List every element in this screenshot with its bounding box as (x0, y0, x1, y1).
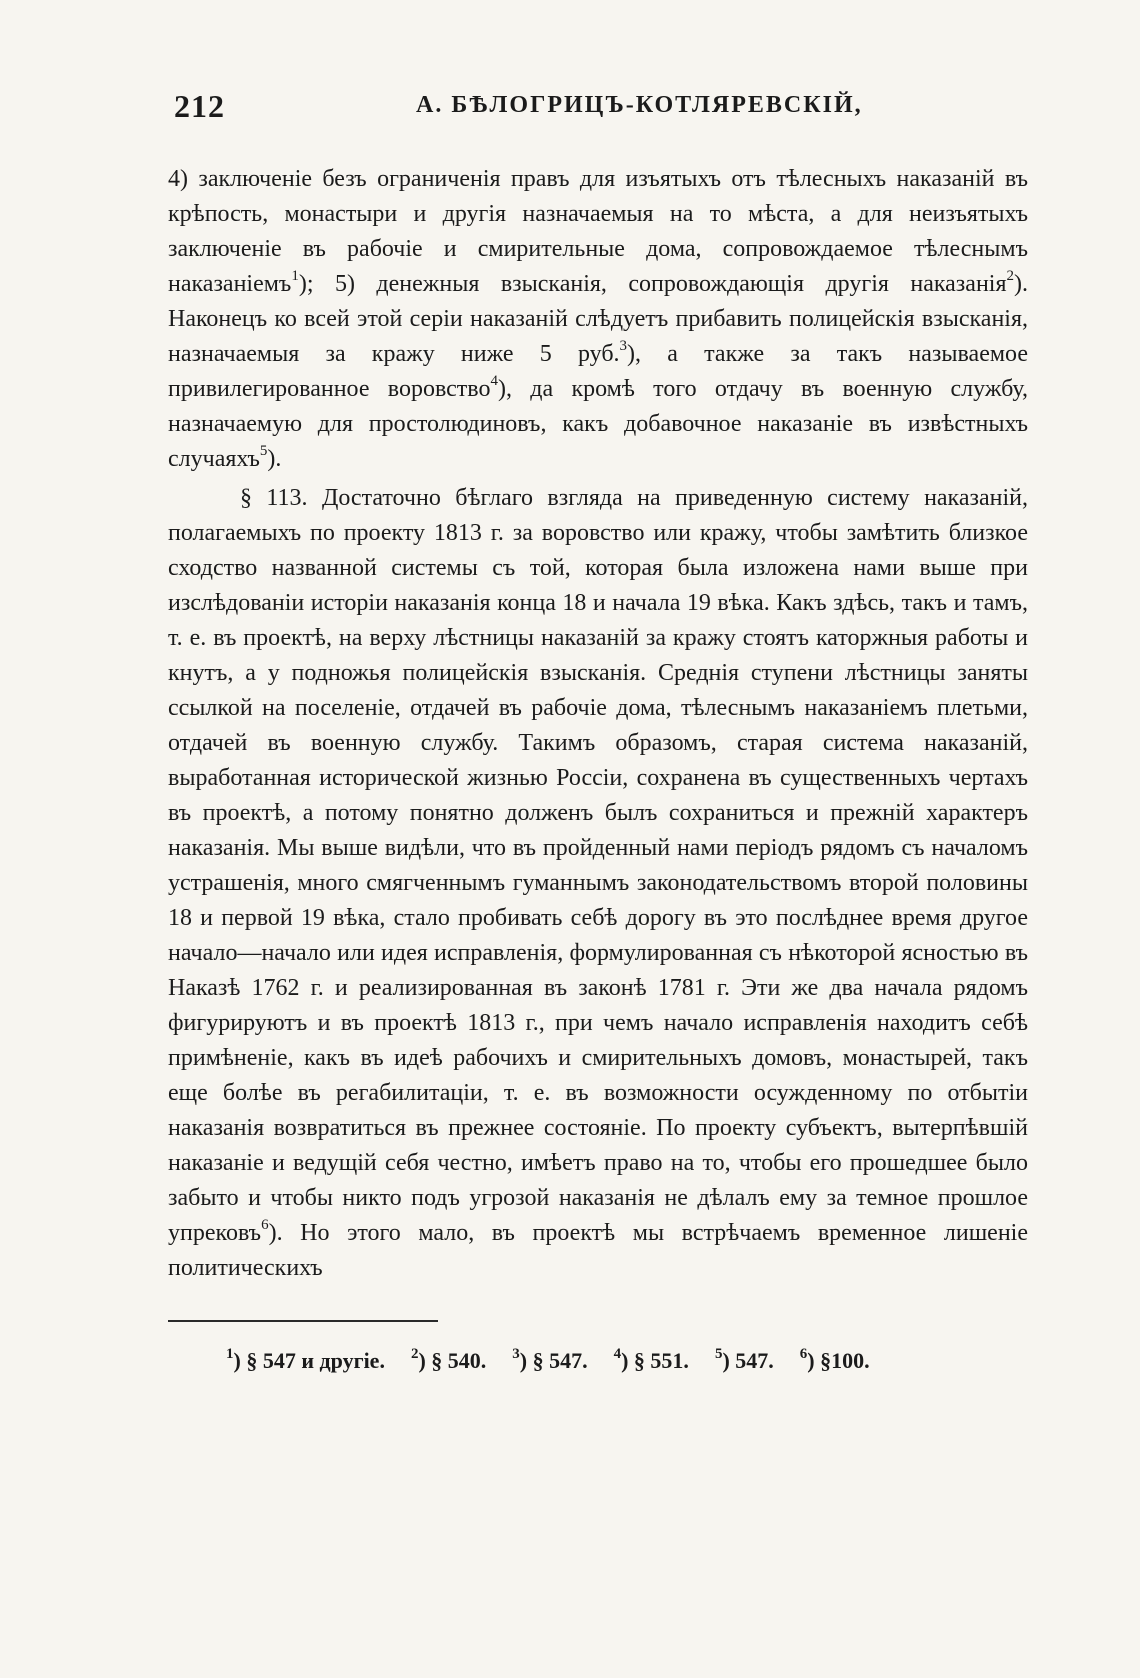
footnote-mark: 6 (799, 1345, 808, 1362)
footnote-ref: 6 (261, 1217, 269, 1233)
footnote-divider (168, 1320, 438, 1322)
footnote-ref: 5 (259, 443, 268, 459)
footnote-ref: 2 (1006, 268, 1014, 284)
footnote (714, 1345, 774, 1374)
footnote-mark: 4 (613, 1345, 622, 1362)
footnote (410, 1345, 487, 1374)
footnote-text: ) §100. (807, 1348, 870, 1373)
body-text (168, 162, 1028, 1286)
running-head: А. БѢЛОГРИЦЪ-КОТЛЯРЕВСКІЙ, (416, 92, 863, 118)
footnote (512, 1345, 588, 1374)
text-run: ); 5) денежныя взысканія, сопровождающія другія наказанія (298, 271, 1007, 297)
footnote (799, 1345, 870, 1374)
text-run: ), да кромѣ того отдачу въ военную службу, назначаемую для простолюдиновъ, какъ добавочное наказаніе въ извѣстныхъ случаяхъ (168, 376, 1028, 472)
footnote-mark: 2 (410, 1345, 419, 1362)
footnote (613, 1345, 689, 1374)
footnote-text: ) § 547 и другіе. (233, 1348, 385, 1373)
text-run: ). Наконецъ ко всей этой серіи наказаній слѣдуетъ прибавить полицейскія взысканія, назначаемыя за кражу ниже 5 руб. (168, 271, 1028, 367)
text-run: ). Но этого мало, въ проектѣ мы встрѣчаемъ временное лишеніе политическихъ (168, 1220, 1028, 1281)
footnotes (168, 1345, 1028, 1374)
footnote-ref: 4 (490, 373, 498, 389)
text-run: § 113. Достаточно бѣглаго взгляда на приведенную систему наказаній, полагаемыхъ по проекту 1813 г. за воровство или кражу, чтобы замѣтить близкое сходство названной системы съ той, которая была изложена нами выше при изслѣдованіи исторіи наказанія конца 18 и начала 19 вѣка. Какъ здѣсь, такъ и тамъ, т. е. въ проектѣ, на верху лѣстницы наказаній за кражу стоятъ каторжныя работы и кнутъ, а у подножья полицейскія взысканія. Среднія ступени лѣстницы заняты ссылкой на поселеніе, отдачей въ рабочіе дома, тѣлеснымъ наказаніемъ плетьми, отдачей въ военную службу. Такимъ образомъ, старая система наказаній, выработанная исторической жизнью Россіи, сохранена въ существенныхъ чертахъ въ проектѣ, а потому понятно долженъ былъ сохраниться и прежній характеръ наказанія. Мы выше видѣли, что въ пройденный нами періодъ рядомъ съ началомъ устрашенія, много смягченнымъ гуманнымъ законодательствомъ второй половины 18 и первой 19 вѣка, стало пробивать себѣ дорогу въ это послѣднее время другое начало—начало или идея исправленія, формулированная съ нѣкоторой ясностью въ Наказѣ 1762 г. и реализированная въ законѣ 1781 г. Эти же два начала рядомъ фигурируютъ и въ проектѣ 1813 г., при чемъ начало исправленія находитъ себѣ примѣненіе, какъ въ идеѣ рабочихъ и смирительныхъ домовъ, монастырей, такъ еще болѣе въ регабилитаціи, т. е. въ возможности осужденному по отбытіи наказанія возвратиться въ прежнее состояніе. По проекту субъектъ, вытерпѣвшій наказаніе и ведущій себя честно, имѣетъ право на то, чтобы его прошедшее было забыто и чтобы никто подъ угрозой наказанія не дѣлалъ ему за темное прошлое упрековъ (168, 485, 1028, 1246)
text-run: ), а также за такъ называемое привилегированное воровство (168, 341, 1028, 402)
page (168, 88, 1028, 1374)
footnote-text: ) § 547. (519, 1348, 588, 1373)
footnote-mark: 5 (714, 1345, 723, 1362)
paragraph (168, 162, 1028, 477)
page-number: 212 (174, 88, 225, 124)
paragraph (168, 481, 1028, 1286)
footnote-ref: 3 (619, 338, 628, 354)
footnote-text: ) § 540. (418, 1348, 487, 1373)
footnote-text: ) § 551. (621, 1348, 689, 1373)
text-run: ). (267, 446, 282, 472)
footnote-mark: 3 (512, 1345, 520, 1362)
footnote-ref: 1 (291, 268, 299, 284)
text-run: 4) заключеніе безъ ограниченія правъ для изъятыхъ отъ тѣлесныхъ наказаній въ крѣпость, монастыри и другія назначаемыя на то мѣста, а для неизъятыхъ заключеніе въ рабочіе и смирительные дома, сопровождаемое тѣлеснымъ наказаніемъ (168, 166, 1028, 297)
page-header (168, 88, 1028, 134)
footnote (226, 1345, 385, 1374)
footnote-mark: 1 (226, 1345, 234, 1362)
footnote-text: ) 547. (722, 1348, 774, 1373)
